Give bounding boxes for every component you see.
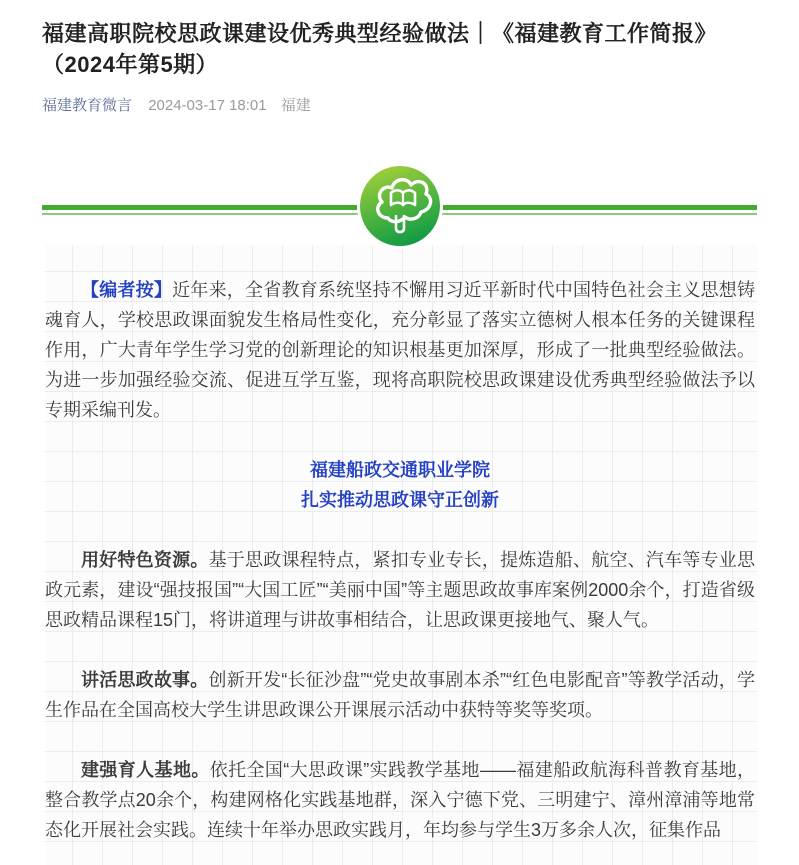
- section-heading-subtitle: 扎实推动思政课守正创新: [301, 490, 499, 510]
- body-paragraph: [45, 545, 755, 635]
- editor-note-paragraph: [45, 275, 755, 425]
- paragraph-lead: 讲活思政故事。: [81, 670, 209, 690]
- paragraph-lead: 建强育人基地。: [81, 760, 210, 780]
- publish-location: 福建: [280, 97, 311, 114]
- paragraph-text: 创新开发“长征沙盘”“党史故事剧本杀”“红色电影配音”等教学活动，学生作品在全国高校大学生讲思政课公开课展示活动中获特等奖等奖项。: [45, 670, 755, 720]
- article-body: [45, 245, 757, 865]
- body-paragraph: [45, 665, 755, 725]
- page-title: 福建高职院校思政课建设优秀典型经验做法｜《福建教育工作简报》（2024年第5期）: [42, 21, 718, 77]
- editor-note-text: 近年来，全省教育系统坚持不懈用习近平新时代中国特色社会主义思想铸魂育人，学校思政课面貌发生格局性变化，充分彰显了落实立德树人根本任务的关键课程作用，广大青年学生学习党的创新理论的知识根基更加深厚，形成了一批典型经验做法。为进一步加强经验交流、促进互学互鉴，现将高职院校思政课建设优秀典型经验做法予以专期采编刊发。: [45, 280, 756, 420]
- section-divider: [42, 163, 757, 251]
- publish-datetime: 2024-03-17 18:01: [148, 97, 267, 114]
- body-paragraph: [45, 755, 755, 845]
- article-header: [0, 0, 799, 117]
- account-name-link[interactable]: 福建教育微言: [42, 97, 133, 114]
- paragraph-text: 基于思政课程特点，紧扣专业专长，提炼造船、航空、汽车等专业思政元素，建设“强技报国”“大国工匠”“美丽中国”等主题思政故事库案例2000余个，打造省级思政精品课程15门，将讲道理与讲故事相结合，让思政课更接地气、聚人气。: [45, 550, 756, 630]
- section-heading: [45, 455, 755, 515]
- paragraph-lead: 用好特色资源。: [81, 550, 209, 570]
- tree-book-logo-icon: [357, 163, 443, 249]
- section-heading-school: 福建船政交通职业学院: [310, 460, 490, 480]
- byline: [42, 95, 757, 117]
- paragraph-text: 依托全国“大思政课”实践教学基地——福建船政航海科普教育基地，整合教学点20余个，构建网格化实践基地群，深入宁德下党、三明建宁、漳州漳浦等地常态化开展社会实践。连续十年举办思政实践月，年均参与学生3万多余人次，征集作品: [45, 760, 755, 840]
- editor-note-label: 【编者按】: [81, 280, 173, 300]
